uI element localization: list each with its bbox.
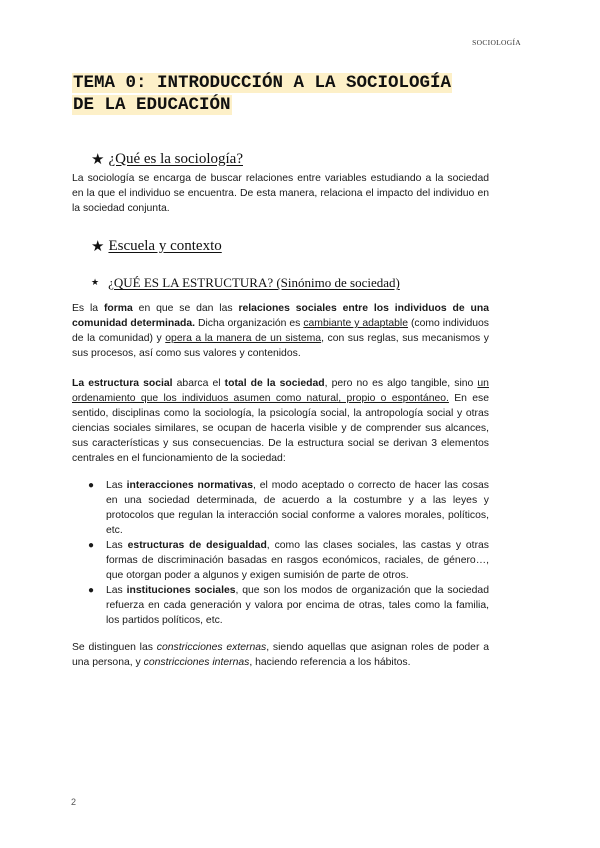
section-heading-sociologia (91, 150, 243, 168)
list-item: ● Las instituciones sociales, que son los modos de organización que la sociedad refuerza en cada generación y valora por encima de otras, tales como la familia, los partidos políticos, etc. (88, 585, 489, 626)
elements-list (72, 478, 489, 628)
estructura-social-paragraph: La estructura social abarca el total de la sociedad, pero no es algo tangible, sino un ordenamiento que los individuos asumen como natural, propio o espontáneo. En ese sentido, disciplinas como la sociología, la psicología social, la antropología social y otras ciencias sociales similares, se ocupan de hacerla visible y de comprender sus alcances, sus características y sus consecuencias. De la estructura social se derivan 3 elementos centrales en el funcionamiento de la sociedad: (72, 378, 489, 464)
estructura-definition-paragraph: Es la forma en que se dan las relaciones sociales entre los individuos de una comunidad determinada. Dicha organización es cambiante y adaptable (como individuos de la comunidad) y opera a la manera de un sistema, con sus reglas, sus mecanismos y sus procesos, así como sus valores y contenidos. (72, 303, 489, 359)
bullet-icon: ● (88, 480, 95, 491)
page-number: 2 (71, 797, 77, 807)
star-icon: ★ (91, 150, 105, 168)
section-heading-text: ¿Qué es la sociología? (108, 150, 243, 167)
subsection-heading-estructura (91, 275, 400, 291)
bullet-icon: ● (88, 540, 95, 551)
subsection-heading-text: ¿QUÉ ES LA ESTRUCTURA? (Sinónimo de sociedad) (108, 275, 400, 290)
list-item: ● Las estructuras de desigualdad, como las clases sociales, las castas y otras formas de discriminación basadas en rasgos económicos, raciales, de género…, que otorgan poder a algunos y exigen sumisión de parte de otros. (88, 540, 490, 581)
section-heading-escuela (91, 237, 222, 255)
section-heading-text: Escuela y contexto (108, 237, 222, 254)
list-item: ● Las interacciones normativas, el modo aceptado o correcto de hacer las cosas en una sociedad determinada, de acuerdo a la costumbre y a las leyes y protocolos que regulan la interacción social conforme a valores morales, políticos, etc. (88, 480, 490, 536)
sociologia-paragraph: La sociología se encarga de buscar relaciones entre variables estudiando a la sociedad en la que el individuo se encuentra. De esta manera, relaciona el impacto del individuo en la sociedad conjunta. (72, 173, 489, 214)
small-star-icon: ★ (91, 278, 100, 288)
title-line-1: TEMA 0: INTRODUCCIÓN A LA SOCIOLOGÍA (73, 73, 452, 93)
running-header: SOCIOLOGÍA (472, 38, 521, 47)
page-title (72, 72, 512, 116)
constricciones-paragraph: Se distinguen las constricciones externas, siendo aquellas que asignan roles de poder a una persona, y constricciones internas, haciendo referencia a los hábitos. (72, 642, 489, 668)
bullet-icon: ● (88, 585, 95, 596)
title-line-2: DE LA EDUCACIÓN (73, 95, 231, 115)
star-icon: ★ (91, 237, 105, 255)
